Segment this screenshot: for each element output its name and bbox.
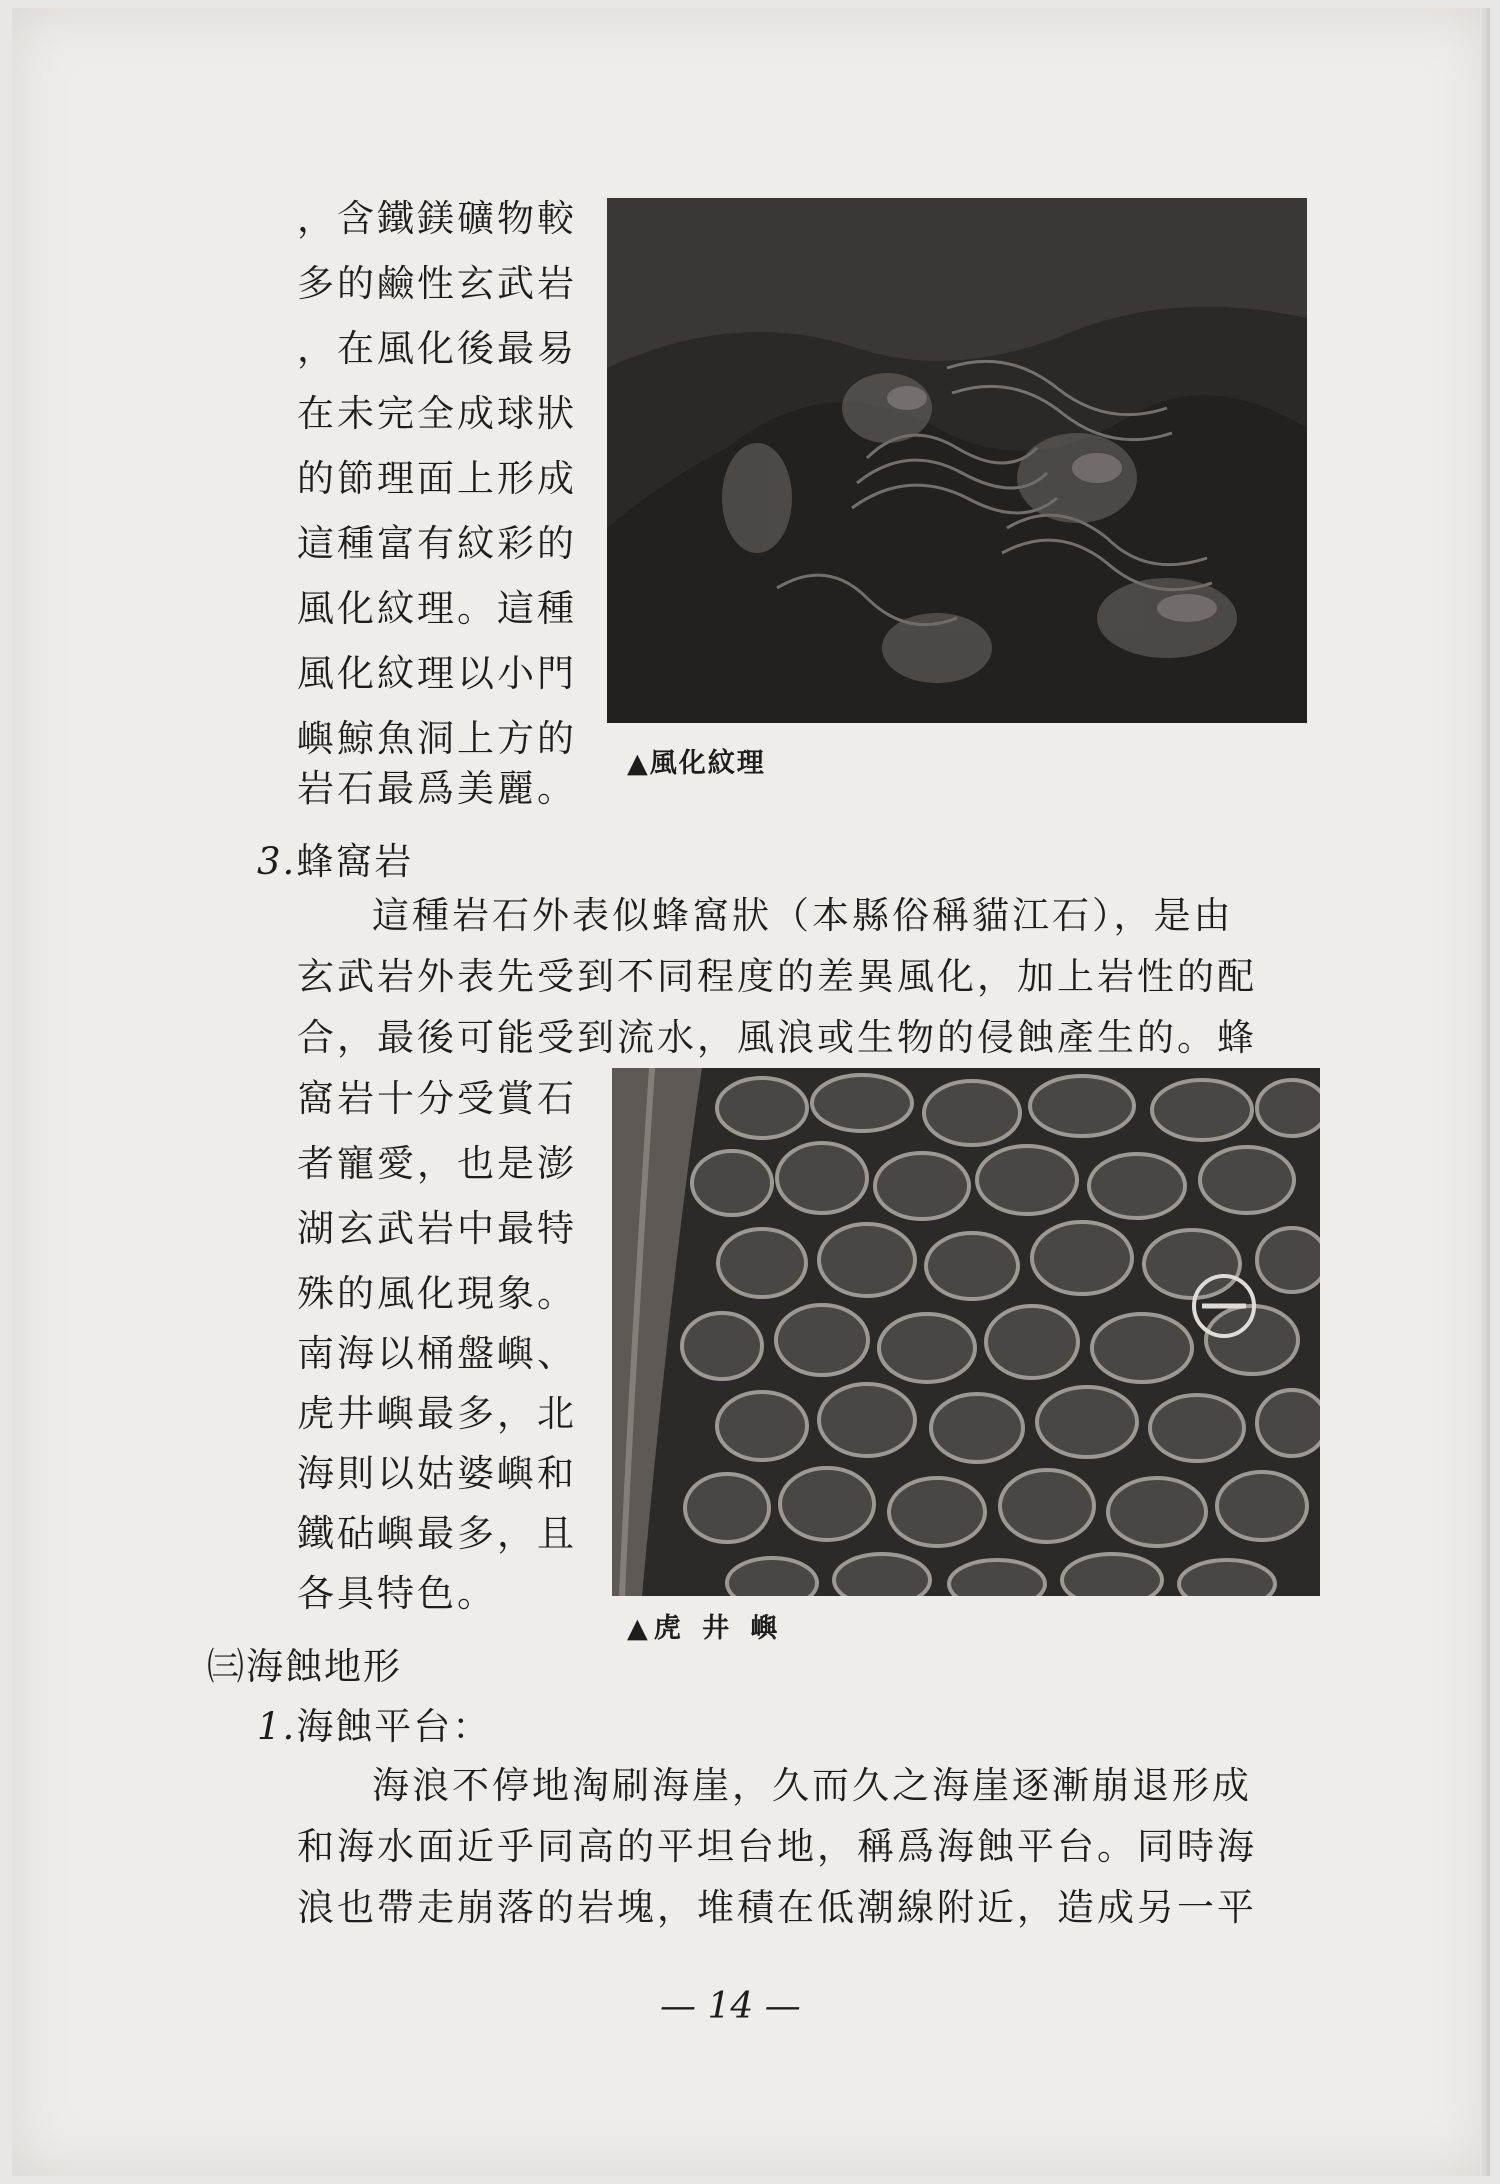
para1-line-1: 這種岩石外表似蜂窩狀（本縣俗稱貓江石），是由 <box>372 894 1234 937</box>
para2-line-1: 海浪不停地淘刷海崖，久而久之海崖逐漸崩退形成 <box>372 1764 1252 1807</box>
col1-line-8: 風化紋理以小門 <box>297 652 577 695</box>
col1-line-4: 在未完全成球狀 <box>297 392 577 435</box>
photo1-caption: ▲風化紋理 <box>627 748 766 779</box>
page-edge <box>1480 8 1490 2176</box>
col1-line-10: 岩石最爲美麗。 <box>297 767 577 810</box>
para2-line-2: 和海水面近乎同高的平坦台地，稱爲海蝕平台。同時海 <box>297 1825 1257 1868</box>
col1-line-7: 風化紋理。這種 <box>297 587 577 630</box>
col1-line-5: 的節理面上形成 <box>297 457 577 500</box>
section3-heading <box>257 831 413 885</box>
photo2-caption: ▲虎 井 嶼 <box>627 1613 784 1644</box>
col1-line-6: 這種富有紋彩的 <box>297 522 577 565</box>
page-number: — 14 — <box>660 1986 801 2027</box>
honeycomb-rock-photo <box>612 1068 1320 1596</box>
section3-title: 蜂窩岩 <box>296 840 414 883</box>
para2-line-3: 浪也帶走崩落的岩塊，堆積在低潮線附近，造成另一平 <box>297 1886 1257 1929</box>
col1-line-1: ，含鐵鎂礦物較 <box>297 197 577 240</box>
col2-line-2: 者寵愛，也是澎 <box>297 1142 577 1185</box>
col1-line-3: ，在風化後最易 <box>297 327 577 370</box>
para1-line-3: 合，最後可能受到流水，風浪或生物的侵蝕產生的。蜂 <box>297 1016 1257 1059</box>
sub1-heading <box>257 1696 491 1750</box>
sub1-title: 海蝕平台： <box>296 1705 492 1748</box>
section3-number: 3. <box>257 840 297 883</box>
col2-line-9: 各具特色。 <box>297 1572 497 1615</box>
col2-line-5: 南海以桶盤嶼、 <box>297 1332 577 1375</box>
para1-line-2: 玄武岩外表先受到不同程度的差異風化，加上岩性的配 <box>297 955 1257 998</box>
col2-line-8: 鐵砧嶼最多，且 <box>297 1512 577 1555</box>
col1-line-2: 多的鹼性玄武岩 <box>297 262 577 305</box>
book-page <box>12 8 1490 2176</box>
col2-line-1: 窩岩十分受賞石 <box>297 1077 577 1120</box>
col2-line-6: 虎井嶼最多，北 <box>297 1392 577 1435</box>
weathering-texture-photo <box>607 198 1307 723</box>
sub1-number: 1. <box>257 1705 297 1748</box>
col2-line-3: 湖玄武岩中最特 <box>297 1207 577 1250</box>
col2-line-4: 殊的風化現象。 <box>297 1272 577 1315</box>
col2-line-7: 海則以姑婆嶼和 <box>297 1452 577 1495</box>
heading-three: ㈢海蝕地形 <box>207 1645 402 1688</box>
col1-line-9: 嶼鯨魚洞上方的 <box>297 717 577 760</box>
